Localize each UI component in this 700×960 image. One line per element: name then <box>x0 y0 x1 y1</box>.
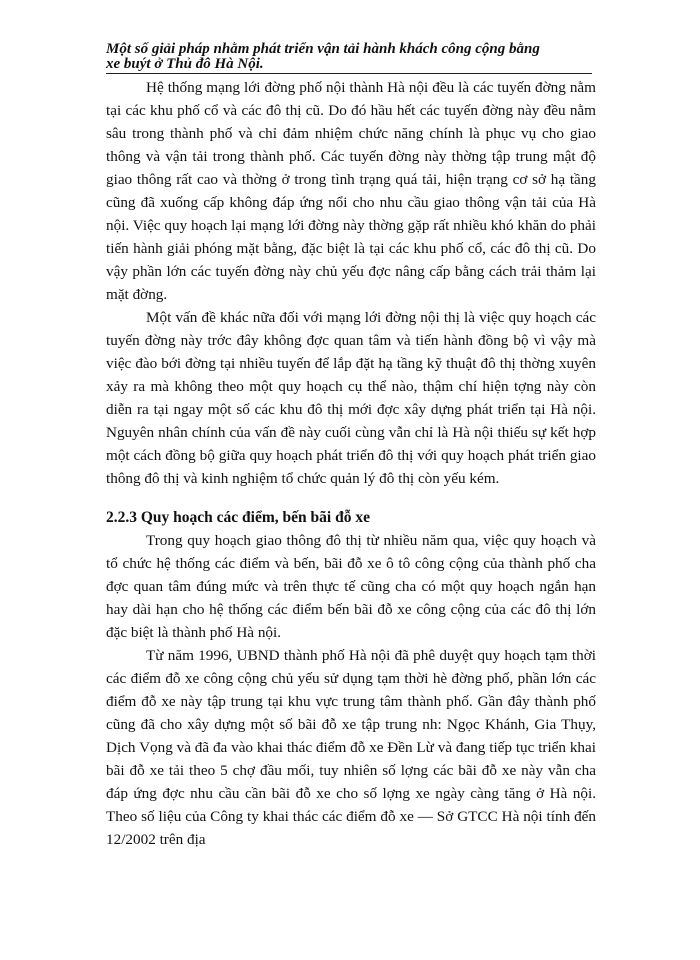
paragraph-road-network: Hệ thống mạng lới đờng phố nội thành Hà nội đều là các tuyến đờng nằm tại các khu phố cổ và các đô thị cũ. Do đó hầu hết các tuyến đờng này đều nằm sâu trong thành phố và chỉ đảm nhiệm chức năng chính là phục vụ cho giao thông và vận tải trong thành phố. Các tuyến đờng này thờng tập trung mật độ giao thông rất cao và thờng ở trong tình trạng quá tải, hiện trạng cơ sở hạ tầng cũng đã xuống cấp không đáp ứng nổi cho nhu cầu giao thông vận tải của Hà nội. Việc quy hoạch lại mạng lới đờng này thờng gặp rất nhiều khó khăn do phải tiến hành giải phóng mặt bằng, đặc biệt là tại các khu phố cổ, các đô thị cũ. Do vậy phần lớn các tuyến đờng này chủ yếu đợc nâng cấp bằng cách trải thảm lại mặt đờng. <box>106 79 596 303</box>
paragraph-parking-history: Từ năm 1996, UBND thành phố Hà nội đã phê duyệt quy hoạch tạm thời các điểm đỗ xe công cộng chủ yếu sử dụng tạm thời hè đờng phố, phần lớn các điểm đỗ xe này tập trung tại khu vực trung tâm thành phố. Gần đây thành phố cũng đã cho xây dựng một số bãi đỗ xe tập trung nh: Ngọc Khánh, Gia Thụy, Dịch Vọng và đã đa vào khai thác điểm đỗ xe Đền Lừ và đang tiếp tục triển khai bãi đỗ xe tải theo 5 chợ đầu mối, tuy nhiên số lợng các bãi đỗ xe này vẫn cha đáp ứng đợc nhu cầu cần bãi đỗ xe cho số lợng xe ngày càng tăng ở Hà nội. Theo số liệu của Công ty khai thác các điểm đỗ xe — Sở GTCC Hà nội tính đến 12/2002 trên địa <box>106 647 596 848</box>
header-divider <box>106 73 592 74</box>
paragraph-parking-planning: Trong quy hoạch giao thông đô thị từ nhiều năm qua, việc quy hoạch và tổ chức hệ thống các điểm và bến, bãi đỗ xe ô tô công cộng của thành phố cha đợc quan tâm đúng mức và trên thực tế cũng cha có một quy hoạch ngắn hạn hay dài hạn cho hệ thống các điểm bến bãi đỗ xe công cộng của các đô thị lớn đặc biệt là thành phố Hà nội. <box>106 532 596 641</box>
header-title-line-1: Một số giải pháp nhằm phát triển vận tải hành khách công cộng bằng <box>106 41 540 57</box>
section-heading: 2.2.3 Quy hoạch các điểm, bến bãi đỗ xe <box>106 509 370 526</box>
running-header <box>106 42 606 72</box>
header-title-line-2: xe buýt ở Thủ đô Hà Nội. <box>106 56 264 72</box>
document-body <box>106 76 596 851</box>
paragraph-planning-issue: Một vấn đề khác nữa đối với mạng lới đờng nội thị là việc quy hoạch các tuyến đờng này trớc đây không đợc quan tâm và tiến hành đồng bộ vì vậy mà việc đào bới đờng tại nhiều tuyến để lắp đặt hạ tầng kỹ thuật đô thị thờng xuyên xảy ra mà không theo một quy hoạch cụ thể nào, thậm chí hiện tợng này còn diễn ra tại ngay một số các khu đô thị mới đợc xây dựng phát triển tại Hà nội. Nguyên nhân chính của vấn đề này cuối cùng vẫn chỉ là Hà nội thiếu sự kết hợp một cách đồng bộ giữa quy hoạch phát triển đô thị với quy hoạch phát triển giao thông đô thị và kinh nghiệm tổ chức quản lý đô thị còn yếu kém. <box>106 309 596 487</box>
